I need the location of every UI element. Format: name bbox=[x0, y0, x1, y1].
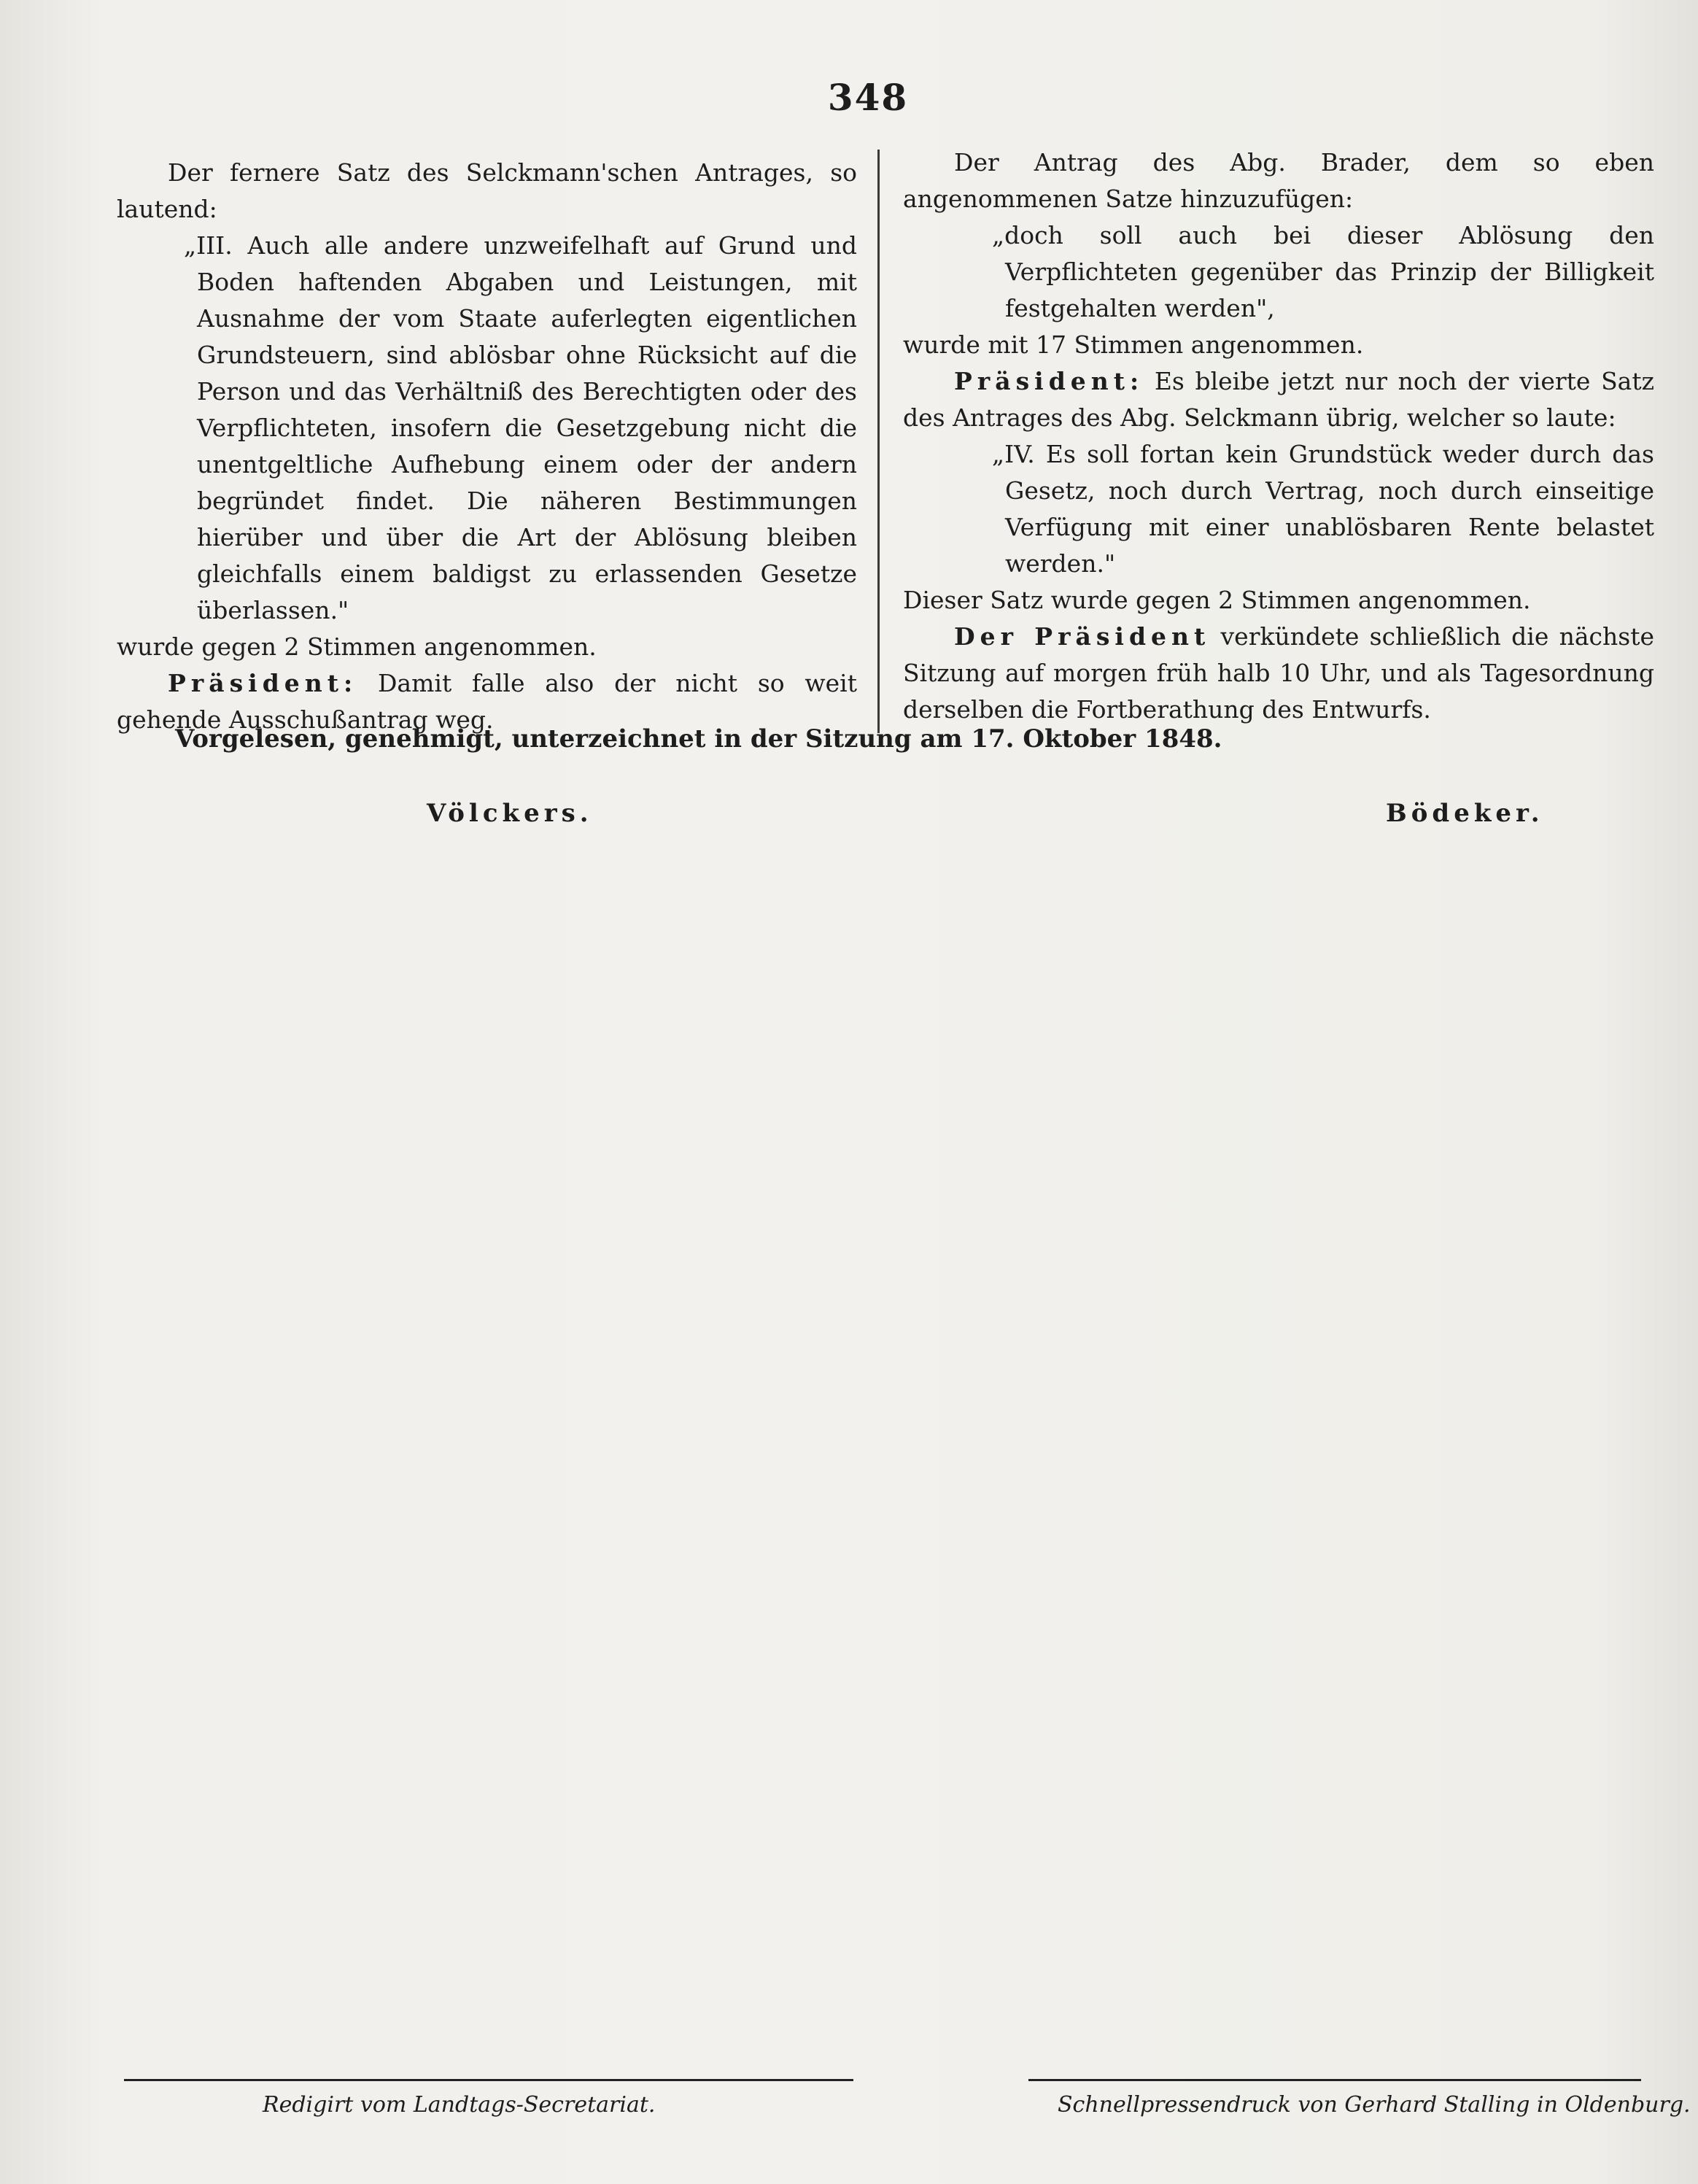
right-column bbox=[903, 144, 1654, 728]
right-motion: Der Antrag des Abg. Brader, dem so eben angenommenen Satze hinzuzufügen: bbox=[903, 148, 1654, 213]
right-president-text: Es bleibe jetzt nur noch der vierte Satz des Antrages des Abg. Selckmann übrig, welcher so laute: bbox=[903, 367, 1654, 432]
page-number: 348 bbox=[827, 76, 909, 119]
read-approved-line: Vorgelesen, genehmigt, unterzeichnet in der Sitzung am 17. Oktober 1848. bbox=[175, 724, 1222, 754]
footer-rule-left bbox=[124, 2079, 853, 2081]
right-result: wurde mit 17 Stimmen angenommen. bbox=[903, 330, 1364, 359]
closing-paragraph bbox=[903, 619, 1654, 728]
left-president-text: Damit falle also der nicht so weit gehende Ausschußantrag weg. bbox=[117, 669, 857, 734]
footer-printer: Schnellpressendruck von Gerhard Stalling in Oldenburg. bbox=[1058, 2092, 1691, 2118]
left-result: wurde gegen 2 Stimmen angenommen. bbox=[117, 632, 597, 661]
right-president-paragraph bbox=[903, 363, 1654, 436]
right-president-label: Präsident: bbox=[954, 367, 1144, 395]
signature-left: Völckers. bbox=[427, 799, 593, 828]
bleed-through-texture-right bbox=[904, 729, 1656, 2028]
signature-right: Bödeker. bbox=[1386, 799, 1544, 828]
right-quote-IV: „IV. Es soll fortan kein Grundstück weder durch das Gesetz, noch durch Vertrag, noch durch einseitige Verfügung mit einer unablösbaren Rente belastet werden." bbox=[992, 440, 1654, 578]
left-president-label: Präsident: bbox=[168, 669, 358, 697]
left-column bbox=[117, 155, 857, 738]
right-result-2: Dieser Satz wurde gegen 2 Stimmen angenommen. bbox=[903, 586, 1531, 614]
left-intro: Der fernere Satz des Selckmann'schen Antrages, so lautend: bbox=[117, 158, 857, 223]
closing-label: Der Präsident bbox=[954, 622, 1211, 651]
bleed-through-texture-left bbox=[124, 788, 853, 2057]
left-quote-III: „III. Auch alle andere unzweifelhaft auf Grund und Boden haftenden Abgaben und Leistungen, mit Ausnahme der vom Staate auferlegten eigentlichen Grundsteuern, sind ablösbar ohne Rücksicht auf die Person und das Verhältniß des Berechtigten oder des Verpflichteten, insofern die Gesetzgebung nicht die unentgeltliche Aufhebung einem oder der andern begründet findet. Die näheren Bestimmungen hierüber und über die Art der Ablösung bleiben gleichfalls einem baldigst zu erlassenden Gesetze überlassen." bbox=[184, 231, 857, 624]
right-quote-brader: „doch soll auch bei dieser Ablösung den Verpflichteten gegenüber das Prinzip der Billigkeit festgehalten werden", bbox=[992, 221, 1654, 322]
column-divider bbox=[877, 150, 880, 733]
closing-text: verkündete schließlich die nächste Sitzung auf morgen früh halb 10 Uhr, und als Tagesordnung derselben die Fortberathung des Entwurfs. bbox=[903, 622, 1654, 724]
footer-editor: Redigirt vom Landtags-Secretariat. bbox=[263, 2092, 656, 2118]
footer-rule-right bbox=[1028, 2079, 1641, 2081]
